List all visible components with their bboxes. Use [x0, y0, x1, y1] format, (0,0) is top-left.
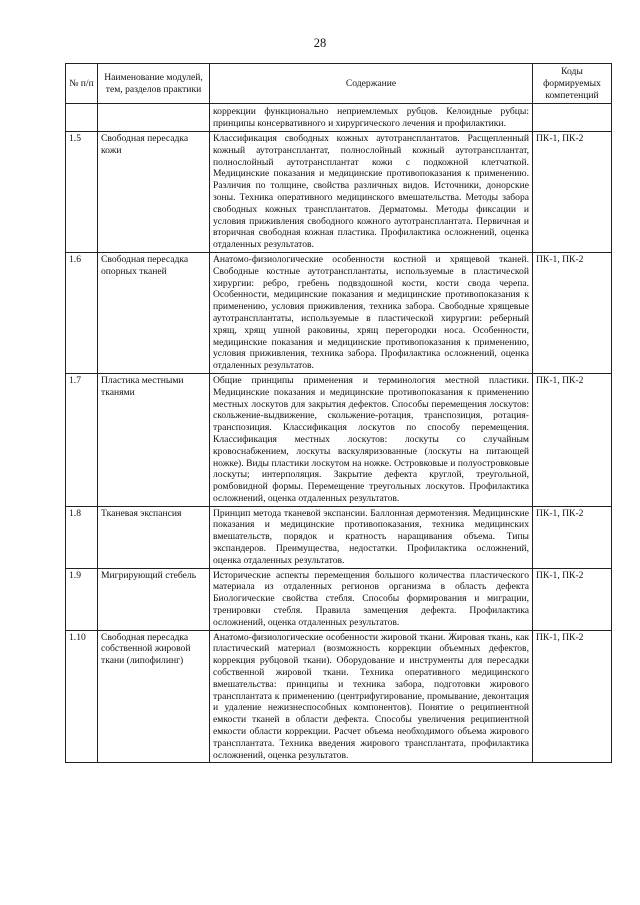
row-codes: ПК-1, ПК-2 — [533, 506, 612, 568]
row-content: Общие принципы применения и терминология местной пластики. Медицинские показания и медицинские противопоказания к применению местных лоскутов для закрытия дефектов. Способы перемещения лоскутов: скольжение-выдвижение, скольжение-ротация, транспозиция, ротация-транспозиция. Классификация лоскутов по способу перемещения. Классификация местных лоскутов: лоскуты со случайным кровоснабжением, лоскуты васкуляризованные (лоскуты на питающей ножке). Виды пластики лоскутом на ножке. Островковые и полуостровковые лоскуты; интерполяция. Закрытие дефекта круглой, треугольной, ромбовидной формы. Перемещение треугольных лоскутов. Профилактика осложнений, оценка отдаленных результатов. — [210, 373, 533, 506]
row-num: 1.9 — [66, 568, 98, 630]
row-codes: ПК-1, ПК-2 — [533, 131, 612, 252]
row-num — [66, 104, 98, 132]
table-row — [66, 506, 612, 568]
table-header-row — [66, 64, 612, 104]
row-codes — [533, 104, 612, 132]
row-codes: ПК-1, ПК-2 — [533, 630, 612, 763]
row-content: Принцип метода тканевой экспансии. Баллонная дермотензия. Медицинские показания и медицинские противопоказания, техника медицинских вмешательств, порядок и кратность наращивания объема. Типы экспандеров. Преимущества, недостатки. Профилактика осложнений, оценка отдаленных результатов. — [210, 506, 533, 568]
row-num: 1.8 — [66, 506, 98, 568]
table-row-continuation — [66, 104, 612, 132]
table-row — [66, 252, 612, 373]
row-codes: ПК-1, ПК-2 — [533, 373, 612, 506]
header-name: Наименование модулей, тем, разделов практики — [98, 64, 210, 104]
row-name: Свободная пересадка опорных тканей — [98, 252, 210, 373]
row-num: 1.6 — [66, 252, 98, 373]
table-row — [66, 630, 612, 763]
row-name: Тканевая экспансия — [98, 506, 210, 568]
curriculum-table — [65, 63, 612, 763]
row-name: Свободная пересадка кожи — [98, 131, 210, 252]
row-name: Свободная пересадка собственной жировой ткани (липофилинг) — [98, 630, 210, 763]
row-num: 1.10 — [66, 630, 98, 763]
table-row — [66, 131, 612, 252]
table-row — [66, 373, 612, 506]
row-num: 1.5 — [66, 131, 98, 252]
row-name: Мигрирующий стебель — [98, 568, 210, 630]
row-name: Пластика местными тканями — [98, 373, 210, 506]
row-content: Анатомо-физиологические особенности жировой ткани. Жировая ткань, как пластический материал (возможность коррекции объемных дефектов, коррекция рубцовой ткани). Оборудование и инструменты для пересадки собственной жировой ткани. Техника оперативного медицинского вмешательства: принципы и техника забора, подготовки жирового трансплантата к применению (центрифугирование, промывание, деконтация и удаление нежизнеспособных компонентов). Понятие о реципиентной емкости тканей в области дефекта. Способы увеличения реципиентной емкости области коррекции. Расчет объема необходимого объема жирового трансплантата. Техника введения жирового трансплантата, профилактика осложнений, оценка результатов. — [210, 630, 533, 763]
table-row — [66, 568, 612, 630]
header-content: Содержание — [210, 64, 533, 104]
row-name — [98, 104, 210, 132]
row-content: Анатомо-физиологические особенности костной и хрящевой тканей. Свободные костные аутотрансплантаты, используемые в пластической хирургии: ребро, гребень подвздошной кости, кости свода черепа. Особенности, медицинские показания и медицинские противопоказания к применению, условия приживления, техника забора. Свободные хрящевые аутотрансплантаты, используемые в пластической хирургии: реберный хрящ, хрящ ушной раковины, хрящ перегородки носа. Особенности, медицинские показания и медицинские противопоказания к применению, условия приживления, техника забора. Профилактика осложнений, оценка отдаленных результатов. — [210, 252, 533, 373]
header-codes: Коды формируемых компетенций — [533, 64, 612, 104]
row-codes: ПК-1, ПК-2 — [533, 568, 612, 630]
header-num: № п/п — [66, 64, 98, 104]
row-codes: ПК-1, ПК-2 — [533, 252, 612, 373]
row-content: Исторические аспекты перемещения большого количества пластического материала из отдаленных регионов организма в область дефекта Биологические свойства стебля. Способы формирования и миграции, тренировки стебля. Правила замещения дефекта. Профилактика осложнений, оценка отдаленных результатов. — [210, 568, 533, 630]
row-content: Классификация свободных кожных аутотрансплантатов. Расщепленный кожный аутотрансплантат, полнослойный кожный аутотрансплантат, полнослойный аутотрансплантат кожи с подкожной клетчаткой. Медицинские показания и медицинские противопоказания к применению. Различия по толщине, свойства различных видов. Источники, донорские зоны. Техника оперативного медицинского вмешательства. Методы забора свободных кожных трансплантатов. Дерматомы. Методы фиксации и условия приживления свободного кожного аутотрансплантата. Первичная и вторичная свободная кожная пластика. Профилактика осложнений, оценка отдаленных результатов. — [210, 131, 533, 252]
row-num: 1.7 — [66, 373, 98, 506]
row-content: коррекции функционально неприемлемых рубцов. Келоидные рубцы: принципы консервативного и хирургического лечения и профилактики. — [210, 104, 533, 132]
page-number: 28 — [313, 36, 327, 50]
